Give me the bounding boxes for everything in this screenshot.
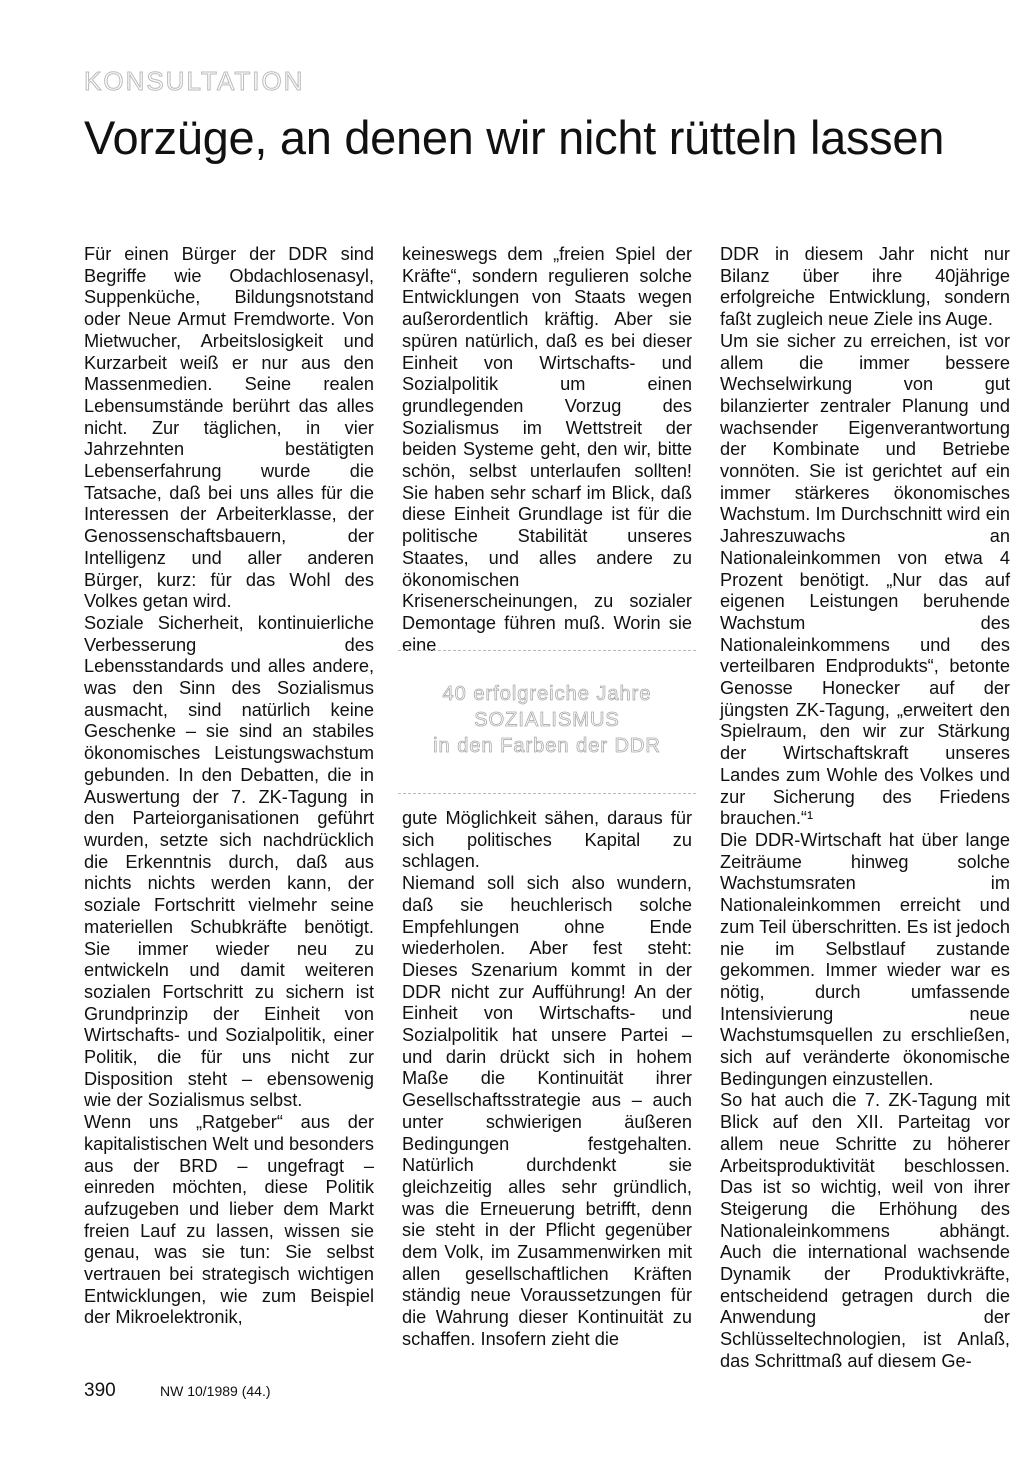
- paragraph: Für einen Bürger der DDR sind Begriffe wie Obdachlosenasyl, Suppenküche, Bildungsnotstand oder Neue Armut Fremdworte. Von Mietwucher, Arbeitslosigkeit und Kurzarbeit weiß er nur aus den Massenmedien. Seine realen Lebensumstände berührt das alles nicht. Zur täglichen, in vier Jahrzehnten bestätigten Lebenserfahrung wurde die Tatsache, daß bei uns alles für die Interessen der Arbeiterklasse, der Genossenschaftsbauern, der Intelligenz und aller anderen Bürger, kurz: für das Wohl des Volkes getan wird.: [84, 244, 374, 612]
- paragraph: Niemand soll sich also wundern, daß sie heuchlerisch solche Empfehlungen ohne Ende wiederholen. Aber fest steht: Dieses Szenarium kommt in der DDR nicht zur Aufführung! An der Einheit von Wirtschafts- und Sozialpolitik hat unsere Partei – und darin drückt sich in hohem Maße die Kontinuität ihrer Gesellschaftsstrategie aus – auch unter schwierigen äußeren Bedingungen festgehalten. Natürlich durchdenkt sie gleichzeitig alles sehr gründlich, was die Erneuerung betrifft, denn sie steht in der Pflicht gegenüber dem Volk, im Zusammenwirken mit allen gesellschaftlichen Kräften ständig neue Voraussetzungen für die Wahrung dieser Kontinuität zu schaffen. Insofern zieht die: [402, 873, 692, 1349]
- article-column-2-top: [402, 244, 692, 656]
- article-column-1: [84, 244, 374, 1329]
- paragraph: So hat auch die 7. ZK-Tagung mit Blick auf den XII. Parteitag vor allem neue Schritte zu höherer Arbeitsproduktivität beschlossen. Das ist so wichtig, weil von ihrer Steigerung die Erhöhung des Nationaleinkommens abhängt. Auch die international wachsende Dynamik der Produktivkräfte, entscheidend getragen durch die Anwendung der Schlüsseltechnologien, ist Anlaß, das Schrittmaß auf diesem Ge-: [720, 1090, 1010, 1371]
- article-column-2-bottom: [402, 808, 692, 1351]
- paragraph: gute Möglichkeit sähen, daraus für sich politisches Kapital zu schlagen.: [402, 808, 692, 872]
- box-line-1: 40 erfolgreiche Jahre: [442, 683, 652, 705]
- page-number: 390: [84, 1380, 116, 1401]
- page-title: Vorzüge, an denen wir nicht rütteln lassen: [84, 111, 945, 164]
- paragraph: Die DDR-Wirtschaft hat über lange Zeiträume hinweg solche Wachstumsraten im Nationaleinkommen erreicht und zum Teil überschritten. Es ist jedoch nie im Selbstlauf zustande gekommen. Immer wieder war es nötig, durch umfassende Intensivierung neue Wachstumsquellen zu erschließen, sich auf veränderte ökonomische Bedingungen einzustellen.: [720, 829, 1010, 1089]
- article-column-3: [720, 244, 1010, 1373]
- paragraph: DDR in diesem Jahr nicht nur Bilanz über ihre 40jährige erfolgreiche Entwicklung, sondern faßt zugleich neue Ziele ins Auge.: [720, 244, 1010, 330]
- section-kicker: KONSULTATION: [84, 66, 305, 96]
- paragraph: keineswegs dem „freien Spiel der Kräfte“, sondern regulieren solche Entwicklungen von Staats wegen außerordentlich kräftig. Aber sie spüren natürlich, daß es bei dieser Einheit von Wirtschafts- und Sozialpolitik um einen grundlegenden Vorzug des Sozialismus im Wettstreit der beiden Systeme geht, den wir, bitte schön, selbst unterlaufen sollten! Sie haben sehr scharf im Blick, daß diese Einheit Grundlage ist für die politische Stabilität unseres Staates, und alles andere zu ökonomischen Krisenerscheinungen, zu sozialer Demontage führen muß. Worin sie eine: [402, 244, 692, 655]
- box-line-2: SOZIALISMUS: [474, 709, 620, 731]
- paragraph: Wenn uns „Ratgeber“ aus der kapitalistischen Welt und besonders aus der BRD – ungefragt – einreden möchten, diese Politik aufzugeben und lieber dem Markt freien Lauf zu lassen, wissen sie genau, was sie tun: Sie selbst vertrauen bei strategisch wichtigen Entwicklungen, wie zum Beispiel der Mikroelektronik,: [84, 1112, 374, 1328]
- box-line-3: in den Farben der DDR: [433, 735, 661, 757]
- paragraph: Um sie sicher zu erreichen, ist vor allem die immer bessere Wechselwirkung von gut bilanzierter zentraler Planung und wachsender Eigenverantwortung der Kombinate und Betriebe vonnöten. Sie ist gerichtet auf ein immer stärkeres ökonomisches Wachstum. Im Durchschnitt wird ein Jahreszuwachs an Nationaleinkommen von etwa 4 Prozent benötigt. „Nur das auf eigenen Leistungen beruhende Wachstum des Nationaleinkommens und des verteilbaren Endprodukts“, betonte Genosse Honecker auf der jüngsten ZK-Tagung, „erweitert den Spielraum, den wir zur Stärkung der Wirtschaftskraft unseres Landes zum Wohle des Volkes und zur Sicherung des Friedens brauchen.“¹: [720, 330, 1010, 829]
- anniversary-box: [398, 650, 696, 794]
- issue-label: NW 10/1989 (44.): [160, 1383, 271, 1399]
- paragraph: Soziale Sicherheit, kontinuierliche Verbesserung des Lebensstandards und alles andere, was den Sinn des Sozialismus ausmacht, sind natürlich keine Geschenke – sie sind an stabiles ökonomisches Leistungswachstum gebunden. In den Debatten, die in Auswertung der 7. ZK-Tagung in den Parteiorganisationen geführt wurden, setzte sich nachdrücklich die Erkenntnis durch, daß aus nichts nichts werden kann, der soziale Fortschritt vielmehr seine materiellen Schubkräfte benötigt. Sie immer wieder neu zu entwickeln und damit weiteren sozialen Fortschritt zu sichern ist Grundprinzip der Einheit von Wirtschafts- und Sozialpolitik, einer Politik, die für uns nicht zur Disposition steht – ebensowenig wie der Sozialismus selbst.: [84, 612, 374, 1111]
